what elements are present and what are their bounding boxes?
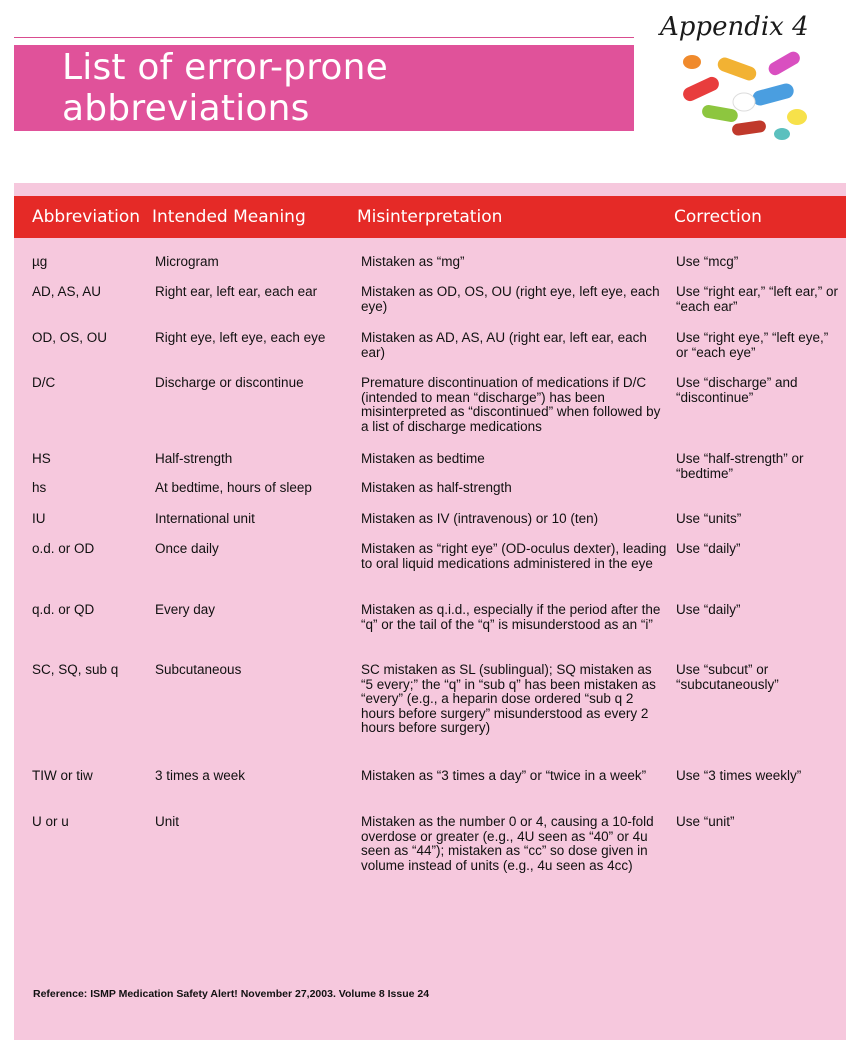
cell-correction: Use “subcut” or “subcutaneously” — [676, 662, 779, 692]
cell-correction: Use “right ear,” “left ear,” or “each ear” — [676, 284, 839, 314]
cell-misinterpretation: Mistaken as IV (intravenous) or 10 (ten) — [361, 511, 599, 526]
pill-tablet — [683, 55, 701, 69]
cell-abbreviation: q.d. or QD — [32, 602, 95, 617]
table-row — [14, 663, 846, 769]
cell-correction: Use “3 times weekly” — [676, 768, 802, 783]
cell-misinterpretation: Mistaken as bedtime — [361, 451, 485, 466]
cell-abbreviation: OD, OS, OU — [32, 330, 108, 345]
cell-intended-meaning: Right ear, left ear, each ear — [155, 284, 318, 299]
cell-intended-meaning: 3 times a week — [155, 768, 246, 783]
abbreviations-panel — [14, 183, 846, 1040]
title-banner — [14, 45, 634, 131]
cell-misinterpretation: Mistaken as half-strength — [361, 480, 512, 495]
cell-abbreviation: U or u — [32, 814, 69, 829]
cell-misinterpretation: Mistaken as q.i.d., especially if the period after the “q” or the tail of the “q” is misunderstood as an “i” — [361, 602, 661, 632]
cell-intended-meaning: Every day — [155, 602, 216, 617]
pill-tablet — [774, 128, 790, 140]
page-title: List of error-prone abbreviations — [62, 47, 389, 129]
cell-abbreviation: SC, SQ, sub q — [32, 662, 119, 677]
cell-misinterpretation: Mistaken as OD, OS, OU (right eye, left eye, each eye) — [361, 284, 660, 314]
table-row — [14, 481, 846, 512]
cell-misinterpretation: SC mistaken as SL (sublingual); SQ mistaken as “5 every;” the “q” in “sub q” has been mistaken as “every” (e.g., a heparin dose ordered “sub q 2 hours before surgery” misunderstood as every 2 hours before surgery) — [361, 662, 656, 735]
cell-intended-meaning: Unit — [155, 814, 180, 829]
header-abbreviation: Abbreviation — [32, 207, 141, 227]
cell-misinterpretation: Mistaken as “3 times a day” or “twice in a week” — [361, 768, 647, 783]
pill-capsule — [751, 82, 795, 107]
table-row — [14, 815, 846, 895]
pills-illustration — [672, 42, 822, 142]
cell-intended-meaning: Half-strength — [155, 451, 233, 466]
table-row — [14, 285, 846, 331]
table-row — [14, 255, 846, 285]
cell-intended-meaning: Discharge or discontinue — [155, 375, 304, 390]
cell-intended-meaning: International unit — [155, 511, 255, 526]
cell-misinterpretation: Mistaken as “right eye” (OD-oculus dexter), leading to oral liquid medications administered in the eye — [361, 541, 667, 571]
cell-abbreviation: D/C — [32, 375, 56, 390]
cell-misinterpretation: Mistaken as AD, AS, AU (right ear, left ear, each ear) — [361, 330, 647, 360]
cell-intended-meaning: Subcutaneous — [155, 662, 242, 677]
top-rule — [14, 37, 634, 38]
header-intended-meaning: Intended Meaning — [152, 207, 306, 227]
cell-abbreviation: AD, AS, AU — [32, 284, 102, 299]
cell-abbreviation: µg — [32, 254, 48, 269]
table-row — [14, 331, 846, 376]
cell-correction: Use “right eye,” “left eye,” or “each eye” — [676, 330, 829, 360]
cell-correction: Use “half-strength” or “bedtime” — [676, 451, 804, 481]
pill-capsule — [731, 120, 766, 137]
cell-misinterpretation: Mistaken as the number 0 or 4, causing a 10-fold overdose or greater (e.g., 4U seen as “40” or 4u seen as “44”); mistaken as “cc” so dose given in volume instead of units (e.g., 4u seen as 4cc) — [361, 814, 654, 873]
table-body — [14, 255, 846, 895]
table-header — [14, 196, 846, 238]
table-row — [14, 769, 846, 815]
table-row — [14, 603, 846, 663]
table-row — [14, 542, 846, 603]
appendix-label: Appendix 4 — [660, 12, 809, 42]
pill-tablet — [787, 109, 807, 125]
pill-tablet — [733, 93, 755, 111]
cell-intended-meaning: Microgram — [155, 254, 219, 269]
cell-intended-meaning: Right eye, left eye, each eye — [155, 330, 326, 345]
pill-capsule — [701, 104, 739, 123]
pill-capsule — [766, 49, 802, 77]
header-misinterpretation: Misinterpretation — [357, 207, 503, 227]
cell-correction: Use “daily” — [676, 541, 741, 556]
cell-abbreviation: TIW or tiw — [32, 768, 93, 783]
cell-abbreviation: HS — [32, 451, 51, 466]
cell-correction: Use “discharge” and “discontinue” — [676, 375, 798, 405]
reference-note: Reference: ISMP Medication Safety Alert! November 27,2003. Volume 8 Issue 24 — [33, 988, 430, 1000]
cell-misinterpretation: Mistaken as “mg” — [361, 254, 465, 269]
cell-correction: Use “mcg” — [676, 254, 739, 269]
cell-correction: Use “unit” — [676, 814, 735, 829]
header-correction: Correction — [674, 207, 762, 227]
pill-capsule — [681, 75, 721, 104]
cell-correction: Use “daily” — [676, 602, 741, 617]
cell-correction: Use “units” — [676, 511, 742, 526]
table-row — [14, 452, 846, 481]
pill-capsule — [716, 56, 758, 83]
table-row — [14, 376, 846, 452]
cell-misinterpretation: Premature discontinuation of medications if D/C (intended to mean “discharge”) has been misinterpreted as “discontinued” when followed by a list of discharge medications — [361, 375, 661, 434]
cell-abbreviation: hs — [32, 480, 47, 495]
cell-abbreviation: IU — [32, 511, 46, 526]
table-row — [14, 512, 846, 542]
cell-intended-meaning: Once daily — [155, 541, 219, 556]
cell-abbreviation: o.d. or OD — [32, 541, 95, 556]
cell-intended-meaning: At bedtime, hours of sleep — [155, 480, 312, 495]
